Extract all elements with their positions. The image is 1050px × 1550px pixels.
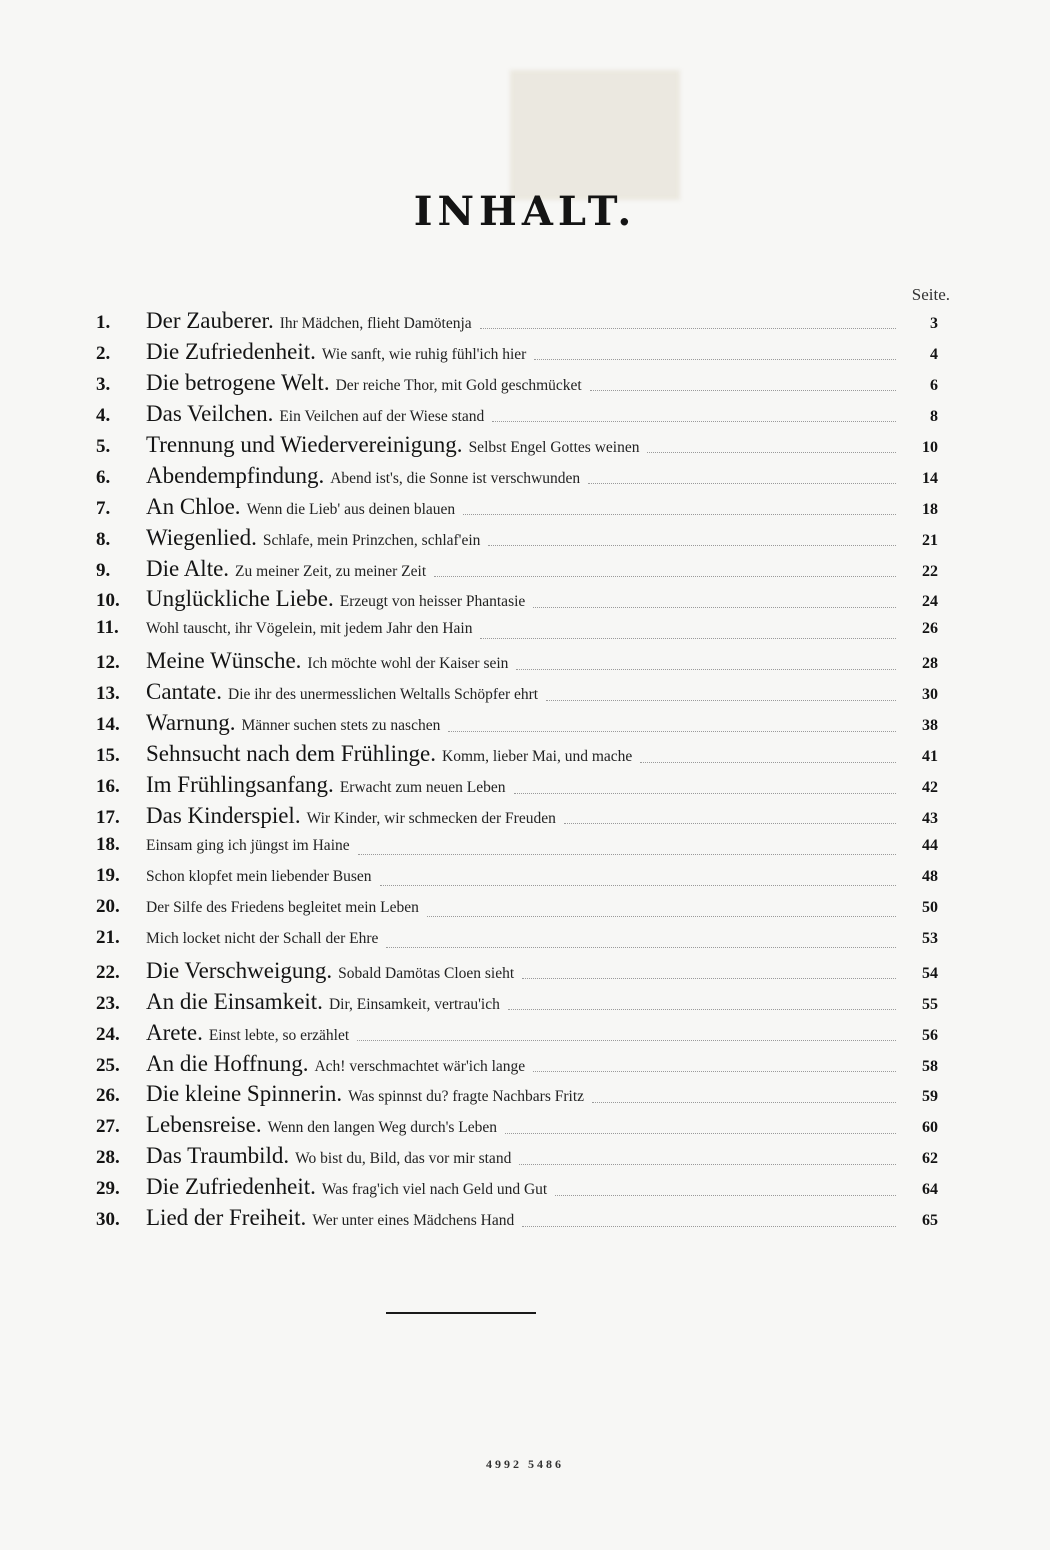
toc-entry-incipit: Was spinnst du? fragte Nachbars Fritz <box>348 1088 585 1106</box>
toc-entry <box>96 586 938 617</box>
dot-leader <box>516 668 896 670</box>
toc-entry-number: 28. <box>96 1147 120 1169</box>
dot-leader <box>448 730 896 732</box>
dot-leader <box>519 1163 896 1165</box>
dot-leader <box>640 761 896 763</box>
dot-leader <box>534 358 896 360</box>
toc-entry <box>96 308 938 339</box>
toc-entry-page: 65 <box>922 1212 938 1230</box>
toc-entry <box>96 741 938 772</box>
dot-leader <box>590 389 896 391</box>
toc-entry-title: Abendempfindung. <box>146 462 325 488</box>
toc-entry-page: 21 <box>922 531 938 549</box>
toc-entry-page: 60 <box>922 1119 938 1137</box>
toc-entry-page: 38 <box>922 717 938 735</box>
toc-entry-page: 30 <box>922 686 938 704</box>
toc-entry-page: 3 <box>930 315 938 332</box>
toc-entry-title: Cantate. <box>146 679 222 705</box>
toc-entry-number: 17. <box>96 807 120 828</box>
toc-entry <box>96 896 938 927</box>
toc-entry-title: Warnung. <box>146 710 236 736</box>
toc-entry <box>96 865 938 896</box>
toc-entry-incipit: Erwacht zum neuen Leben <box>339 779 506 797</box>
toc-entry-number: 25. <box>96 1054 120 1076</box>
toc-entry-number: 5. <box>96 435 111 457</box>
toc-entry-page: 48 <box>922 867 938 885</box>
toc-entry-incipit: Dir, Einsamkeit, vertrau'ich <box>328 995 500 1013</box>
dot-leader <box>386 946 896 948</box>
divider-line <box>386 1312 536 1314</box>
toc-entry <box>96 648 938 679</box>
toc-entry-number: 11. <box>96 617 119 639</box>
toc-entry-title: Die Alte. <box>146 555 230 581</box>
toc-entry-number: 14. <box>96 714 120 736</box>
toc-entry-page: 14 <box>922 469 938 487</box>
toc-entry <box>96 370 938 401</box>
toc-entry-page: 22 <box>922 562 938 580</box>
toc-entry-number: 22. <box>96 961 120 983</box>
toc-entry-title: Meine Wünsche. <box>146 648 302 674</box>
toc-entry-incipit: Sobald Damötas Cloen sieht <box>338 964 515 982</box>
toc-entry-incipit: Schon klopfet mein liebender Busen <box>146 867 372 885</box>
toc-entry-incipit: Die ihr des unermesslichen Weltalls Schöpfer ehrt <box>228 686 539 704</box>
toc-entry <box>96 772 938 803</box>
toc-entry <box>96 927 938 958</box>
toc-entry-incipit: Der Silfe des Friedens begleitet mein Leben <box>146 898 419 916</box>
toc-entry-number: 3. <box>96 373 111 395</box>
toc-entry <box>96 1112 938 1143</box>
toc-entry-number: 8. <box>96 528 111 550</box>
toc-entry-title: Wiegenlied. <box>146 524 257 550</box>
toc-entry <box>96 803 938 834</box>
toc-entry-title: Das Kinderspiel. <box>146 803 301 828</box>
toc-entry-title: Die Zufriedenheit. <box>146 1174 316 1200</box>
toc-entry-title: Die Zufriedenheit. <box>146 338 316 364</box>
toc-entry <box>96 1143 938 1174</box>
toc-entry <box>96 463 938 494</box>
toc-entry-number: 9. <box>96 559 111 581</box>
dot-leader <box>463 513 896 515</box>
dot-leader <box>555 1194 896 1196</box>
toc-entry-incipit: Selbst Engel Gottes weinen <box>468 438 640 456</box>
toc-entry-incipit: Wo bist du, Bild, das vor mir stand <box>295 1150 512 1168</box>
toc-entry-title: Trennung und Wiedervereinigung. <box>146 431 463 457</box>
toc-entry-page: 44 <box>922 836 938 854</box>
toc-entry-number: 29. <box>96 1178 120 1200</box>
toc-entry-incipit: Ach! verschmachtet wär'ich lange <box>314 1057 526 1075</box>
toc-entry-page: 18 <box>922 500 938 518</box>
toc-entry-number: 2. <box>96 342 111 364</box>
toc-entry-page: 10 <box>922 438 938 456</box>
toc-entry <box>96 1051 938 1082</box>
toc-entry-incipit: Abend ist's, die Sonne ist verschwunden <box>330 469 581 487</box>
toc-entry <box>96 958 938 989</box>
dot-leader <box>533 1070 896 1072</box>
toc-entry-number: 1. <box>96 312 111 333</box>
dot-leader <box>434 575 896 577</box>
toc-entry-page: 42 <box>922 779 938 797</box>
toc-entry-title: Das Veilchen. <box>146 400 274 426</box>
toc-entry-incipit: Der reiche Thor, mit Gold geschmücket <box>335 376 582 394</box>
toc-entry <box>96 710 938 741</box>
toc-entry-number: 16. <box>96 776 120 798</box>
toc-entry-page: 64 <box>922 1181 938 1199</box>
page-column-label: Seite. <box>911 285 950 304</box>
plate-number: 4992 5486 <box>486 1457 564 1471</box>
toc-entry-page: 6 <box>930 376 938 394</box>
toc-entry-page: 58 <box>922 1057 938 1075</box>
toc-entry-incipit: Wir Kinder, wir schmecken der Freuden <box>306 810 556 827</box>
dot-leader <box>480 637 896 639</box>
toc-entry-incipit: Zu meiner Zeit, zu meiner Zeit <box>235 562 427 580</box>
dot-leader <box>533 606 896 608</box>
toc-entry-title: Arete. <box>146 1019 203 1045</box>
dot-leader <box>592 1101 896 1103</box>
dot-leader <box>647 451 896 453</box>
toc-entry-page: 50 <box>922 898 938 916</box>
toc-entry-number: 15. <box>96 745 120 767</box>
toc-entry-title: Im Frühlingsanfang. <box>146 772 334 798</box>
toc-entry-title: Der Zauberer. <box>146 308 274 333</box>
toc-entry-page: 4 <box>930 345 938 363</box>
toc-entry-page: 54 <box>922 964 938 982</box>
toc-entry-page: 8 <box>930 407 938 425</box>
toc-entry <box>96 525 938 556</box>
toc-entry-page: 55 <box>922 995 938 1013</box>
toc-entry-incipit: Einst lebte, so erzählet <box>208 1026 350 1044</box>
toc-entry-incipit: Komm, lieber Mai, und mache <box>442 748 633 766</box>
toc-entry-page: 59 <box>922 1088 938 1106</box>
toc-entry-number: 23. <box>96 992 120 1014</box>
toc-entry-incipit: Männer suchen stets zu naschen <box>241 717 441 735</box>
dot-leader <box>505 1132 896 1134</box>
toc-entry <box>96 989 938 1020</box>
toc-entry-page: 26 <box>922 620 938 638</box>
page-title: INHALT. <box>413 188 637 235</box>
toc-entry-incipit: Wenn den langen Weg durch's Leben <box>267 1119 498 1137</box>
toc-entry-number: 24. <box>96 1023 120 1045</box>
dot-leader <box>492 420 896 422</box>
toc-entry-number: 20. <box>96 895 120 917</box>
toc-entry-page: 41 <box>922 748 938 766</box>
toc-entry-incipit: Was frag'ich viel nach Geld und Gut <box>321 1181 548 1199</box>
toc-entry-incipit: Einsam ging ich jüngst im Haine <box>146 836 350 854</box>
toc-entry <box>96 494 938 525</box>
toc-entry-page: 24 <box>922 593 938 611</box>
dot-leader <box>508 1008 896 1010</box>
toc-entry <box>96 1020 938 1051</box>
dot-leader <box>488 544 896 546</box>
toc-entry-title: An die Einsamkeit. <box>146 988 323 1014</box>
toc-entry-title: Unglückliche Liebe. <box>146 586 334 612</box>
toc-entry-number: 26. <box>96 1085 120 1107</box>
dot-leader <box>588 482 896 484</box>
dot-leader <box>564 822 896 824</box>
toc-entry-number: 30. <box>96 1209 120 1231</box>
toc-entry-incipit: Wohl tauscht, ihr Vögelein, mit jedem Jahr den Hain <box>146 620 473 638</box>
toc-entry-title: An Chloe. <box>146 493 241 519</box>
toc-entry <box>96 1174 938 1205</box>
toc-entry-title: Die kleine Spinnerin. <box>146 1081 343 1107</box>
toc-entry <box>96 1205 938 1236</box>
dot-leader <box>380 884 896 886</box>
toc-entry-number: 18. <box>96 833 120 855</box>
paper-stain <box>510 70 680 200</box>
toc-entry-page: 53 <box>922 929 938 947</box>
toc-entry <box>96 556 938 587</box>
dot-leader <box>357 1039 896 1041</box>
toc-entry-number: 27. <box>96 1116 120 1138</box>
toc-entry-incipit: Ich möchte wohl der Kaiser sein <box>307 655 509 673</box>
toc-entry-incipit: Wer unter eines Mädchens Hand <box>312 1212 515 1230</box>
toc-entry-number: 13. <box>96 683 120 705</box>
toc-entry <box>96 339 938 370</box>
toc-entry-incipit: Wie sanft, wie ruhig fühl'ich hier <box>321 345 527 363</box>
dot-leader <box>427 915 896 917</box>
toc-entry-title: Sehnsucht nach dem Frühlinge. <box>146 741 437 767</box>
toc-entry-incipit: Ein Veilchen auf der Wiese stand <box>279 407 485 425</box>
dot-leader <box>480 327 896 329</box>
toc-entry-incipit: Mich locket nicht der Schall der Ehre <box>146 929 379 947</box>
toc-entry-title: Lied der Freiheit. <box>146 1205 307 1231</box>
toc-entry <box>96 1081 938 1112</box>
toc-entry-number: 21. <box>96 926 120 948</box>
toc-entry <box>96 432 938 463</box>
toc-entry-page: 56 <box>922 1026 938 1044</box>
toc-entry <box>96 834 938 865</box>
dot-leader <box>546 699 896 701</box>
toc-entry-incipit: Schlafe, mein Prinzchen, schlaf'ein <box>262 531 481 549</box>
toc-entry-title: An die Hoffnung. <box>146 1050 309 1076</box>
dot-leader <box>522 1225 896 1227</box>
toc-entry-incipit: Ihr Mädchen, flieht Damötenja <box>279 315 472 332</box>
toc-entry <box>96 679 938 710</box>
dot-leader <box>358 853 896 855</box>
toc-entry-page: 28 <box>922 655 938 673</box>
toc-entry-number: 4. <box>96 404 111 426</box>
toc-entry-title: Lebensreise. <box>146 1112 262 1138</box>
toc-entry-page: 62 <box>922 1150 938 1168</box>
toc-entry-title: Das Traumbild. <box>146 1143 290 1169</box>
dot-leader <box>522 977 896 979</box>
toc-entry <box>96 401 938 432</box>
toc-entry-number: 7. <box>96 497 111 519</box>
toc-entry-number: 19. <box>96 864 120 886</box>
toc-entry-page: 43 <box>922 810 938 827</box>
toc-entry-incipit: Wenn die Lieb' aus deinen blauen <box>246 500 456 518</box>
toc-entry-title: Die betrogene Welt. <box>146 369 330 395</box>
table-of-contents <box>96 308 938 1236</box>
toc-entry-incipit: Erzeugt von heisser Phantasie <box>339 593 526 611</box>
dot-leader <box>514 792 897 794</box>
toc-entry-title: Die Verschweigung. <box>146 957 333 983</box>
toc-entry-number: 6. <box>96 466 111 488</box>
toc-entry-number: 10. <box>96 590 120 612</box>
toc-entry <box>96 617 938 648</box>
toc-entry-number: 12. <box>96 652 120 674</box>
